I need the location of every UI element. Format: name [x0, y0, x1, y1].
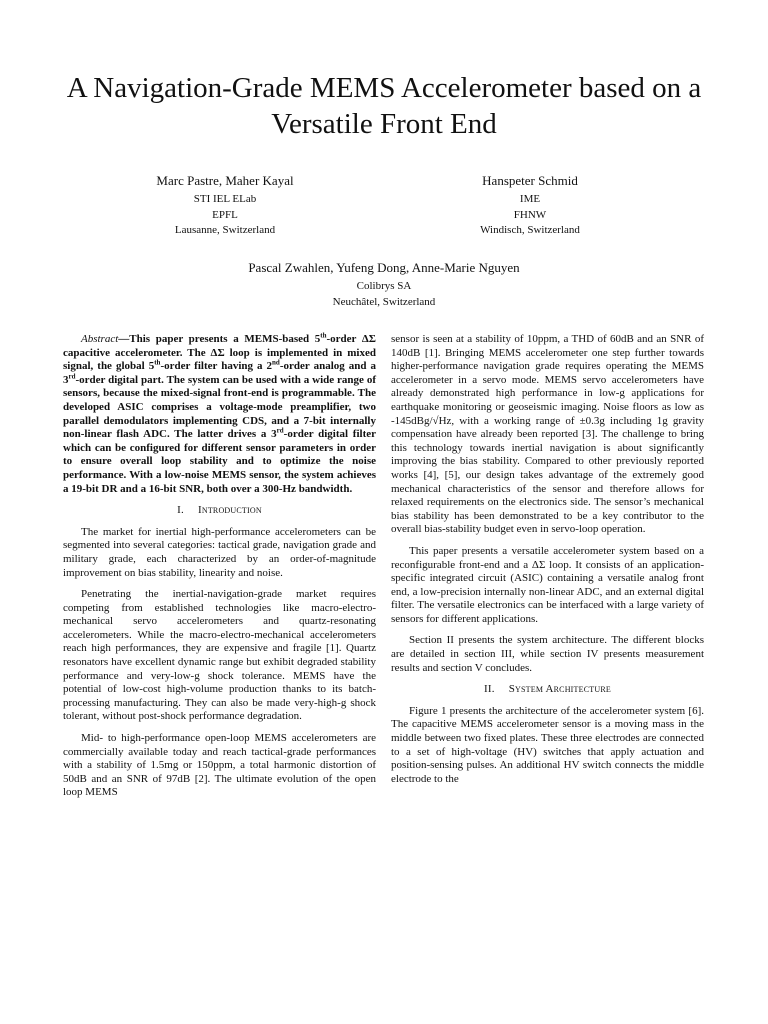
affiliation-line: IME	[519, 193, 541, 205]
body-paragraph: Section II presents the system architecture. The different blocks are detailed in section III, while section IV presents measurement results and section V concludes.	[391, 634, 704, 674]
body-paragraph: Penetrating the inertial-navigation-grade market requires competing from established technologies like macro-electro-mechanical servo accelerometers and quartz-resonating accelerometers. While the macro-electro-mechanical accelerometers reach high performances, they are expensive and fragile [1]. Quartz resonators have excellent dynamic range but exhibit degraded stability performance and very-low-g shock tolerance. MEMS have the potential of low-cost high-volume production thanks to its batch-processing manufacturing. They can also be made very-high-g shock tolerant, without post-shock performance degradation.	[63, 588, 376, 723]
abstract-lead: Abstract	[81, 333, 119, 345]
section-title: Introduction	[197, 504, 262, 517]
body-paragraph: Figure 1 presents the architecture of the accelerometer system [6]. The capacitive MEMS accelerometer sensor is a moving mass in the middle between two fixed plates. These three electrodes are connected to a set of high-voltage (HV) switches that apply actuation and position-sensing pulses. An additional HV switch connects the middle electrode to the	[391, 704, 704, 785]
section-title: System Architecture	[508, 683, 611, 696]
abstract-text: -order analog and a 3	[63, 360, 377, 386]
superscript: rd	[68, 372, 76, 381]
abstract-text: This paper presents a MEMS-based 5	[129, 333, 321, 345]
affiliation-line: STI IEL ELab	[193, 193, 257, 205]
affiliation-line: Neuchâtel, Switzerland	[332, 295, 436, 308]
section-heading-introduction	[63, 504, 376, 518]
paper-title: A Navigation-Grade MEMS Accelerometer based on a Versatile Front End	[66, 72, 702, 140]
abstract-text: -order filter having a 2	[160, 360, 273, 373]
superscript: th	[320, 331, 327, 340]
author-names: Hanspeter Schmid	[482, 173, 578, 188]
abstract-text: -order digital part. The system can be used with a wide range of sensors, because the mixed-signal front-end is programmable. The developed ASIC comprises a voltage-mode preamplifier, two parallel demodulators implementing CDS, and a 7-bit internally non-linear flash ADC. The latter drives a 3	[63, 373, 376, 441]
body-paragraph: The market for inertial high-performance accelerometers can be segmented into several categories: tactical grade, navigation grade and military grade, each characterized by an order-of-magnitude improvement on bias stability, linearity and noise.	[63, 525, 376, 579]
affiliation-line: FHNW	[513, 208, 547, 221]
superscript: th	[154, 358, 161, 367]
abstract-text: -order ΔΣ capacitive accelerometer. The ΔΣ loop is implemented in mixed signal, the global 5	[63, 333, 376, 373]
affiliation-line: Lausanne, Switzerland	[174, 224, 276, 236]
section-number: I.	[177, 504, 184, 517]
body-paragraph: This paper presents a versatile accelerometer system based on a reconfigurable front-end and a ΔΣ loop. It consists of an application-specific integrated circuit (ASIC) containing a versatile analog front end, a low-precision internally non-linear ADC, and an external digital filter. The versatile electronics can be interfaced with a large variety of sensors for different applications.	[391, 544, 704, 625]
abstract-text: -order digital filter which can be configured for different sensor parameters in order to ensure overall loop stability and to optimize the noise performance. With a low-noise MEMS sensor, the system achieves a 19-bit DR and a 16-bit SNR, both over a 300-Hz bandwidth.	[63, 428, 377, 495]
left-column	[63, 333, 376, 808]
author-block-fhnw	[430, 172, 630, 239]
affiliation-line: EPFL	[212, 208, 238, 221]
affiliation-line: Windisch, Switzerland	[480, 224, 580, 236]
author-block-epfl	[120, 172, 330, 239]
section-heading-system-architecture	[391, 683, 704, 697]
author-names: Marc Pastre, Maher Kayal	[156, 173, 294, 188]
superscript: nd	[272, 358, 280, 367]
section-number: II.	[484, 683, 495, 696]
superscript: rd	[276, 426, 284, 435]
body-paragraph: Mid- to high-performance open-loop MEMS accelerometers are commercially available today and reach tactical-grade performances with a stability of 1.5mg or 150ppm, a total harmonic distortion of 50dB and an SNR of 97dB [2]. The ultimate evolution of the open loop MEMS	[63, 732, 376, 799]
abstract: Abstract—This paper presents a MEMS-based 5th-order ΔΣ capacitive accelerometer. The ΔΣ loop is implemented in mixed signal, the global 5th-order filter having a 2nd-order analog and a 3rd-order digital part. The system can be used with a wide range of sensors, because the mixed-signal front-end is programmable. The developed ASIC comprises a voltage-mode preamplifier, two parallel demodulators implementing CDS, and a 7-bit internally non-linear flash ADC. The latter drives a 3rd-order digital filter which can be configured for different sensor parameters in order to ensure overall loop stability and to optimize the noise performance. With a low-noise MEMS sensor, the system achieves a 19-bit DR and a 16-bit SNR, both over a 300-Hz bandwidth.	[63, 331, 377, 495]
affiliation-line: Colibrys SA	[356, 280, 412, 292]
author-names: Pascal Zwahlen, Yufeng Dong, Anne-Marie Nguyen	[248, 260, 520, 275]
author-block-colibrys	[200, 259, 568, 310]
body-paragraph: sensor is seen at a stability of 10ppm, a THD of 60dB and an SNR of 140dB [1]. Bringing MEMS accelerometer one step further towards higher-performance navigation grade requires operating the MEMS accelerometer in a servo mode. MEMS servo accelerometers have already demonstrated high performance in low-g applications for earthquake monitoring or geoseismic imaging. Noise floors as low as -145dBg/√Hz, with a working range of ±0.3g including 1g gravity compensation have already been reported [3]. The challenge to bring this technology towards inertial navigation is about significantly improving the bias stability. Compared to other previously reported works [4], [5], our design takes advantage of the extremely good mechanical characteristics of the sensor and therefore allows for relaxed requirements on the electronics side. The sensor’s mechanical bias stability has been demonstrated to be a key contributor to the overall bias-stability budget even in servo-loop operation.	[391, 333, 704, 536]
right-column	[391, 333, 704, 794]
